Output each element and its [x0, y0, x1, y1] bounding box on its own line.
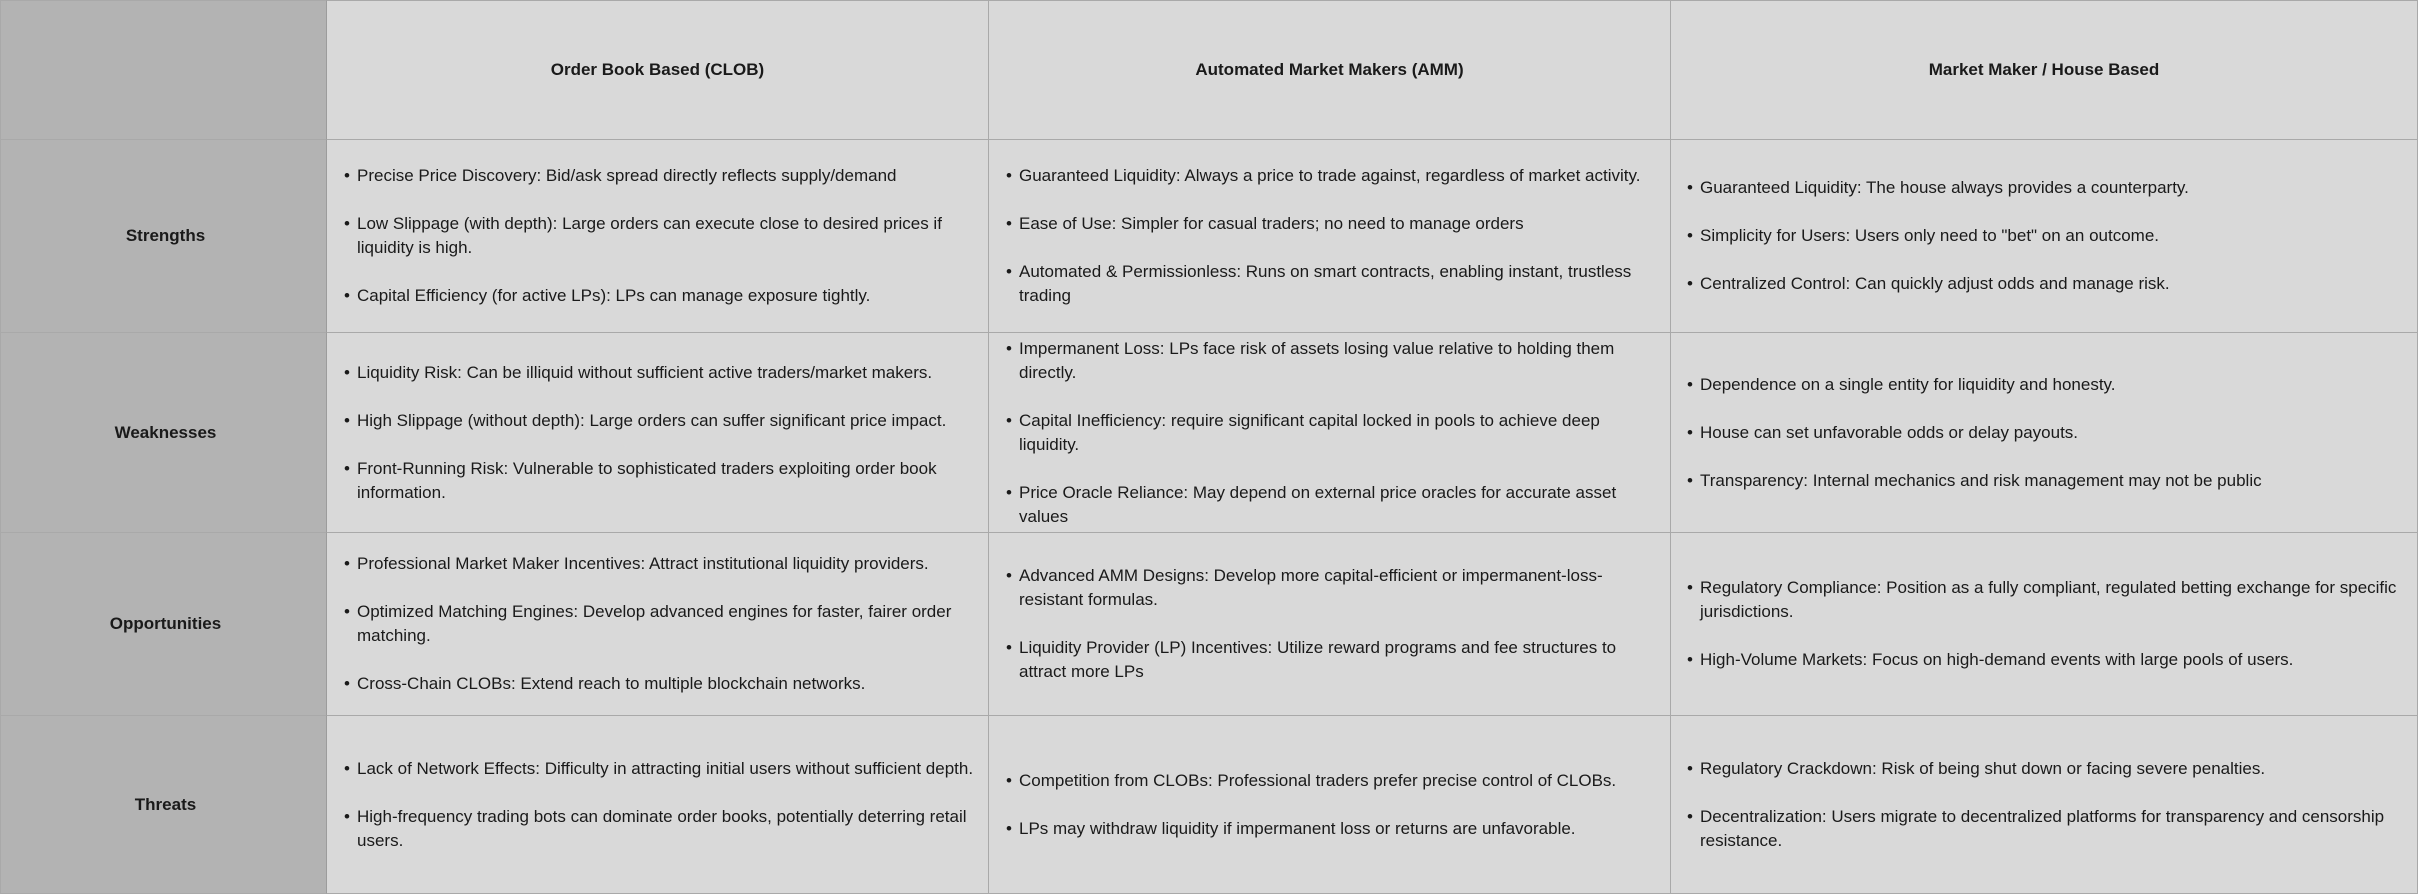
threats-market-maker-cell [1671, 716, 2418, 894]
opportunities-market-maker-cell [1671, 533, 2418, 716]
weaknesses-market-maker-cell [1671, 333, 2418, 533]
list-item: • Front-Running Risk: Vulnerable to sophisticated traders exploiting order book information. [346, 457, 982, 505]
row-header-label: Opportunities [109, 614, 222, 633]
bullet-list [346, 164, 982, 308]
list-item: • Cross-Chain CLOBs: Extend reach to multiple blockchain networks. [346, 672, 982, 696]
list-item: • Low Slippage (with depth): Large orders can execute close to desired prices if liquidity is high. [346, 212, 982, 260]
column-header-market-maker [1671, 0, 2418, 140]
list-item: • Automated & Permissionless: Runs on smart contracts, enabling instant, trustless trading [1008, 260, 1664, 308]
bullet-list [1008, 164, 1664, 308]
list-item: • Transparency: Internal mechanics and risk management may not be public [1689, 469, 2411, 493]
strengths-market-maker-cell [1671, 140, 2418, 333]
row-header-opportunities [0, 533, 327, 716]
list-item: • Impermanent Loss: LPs face risk of assets losing value relative to holding them directly. [1008, 337, 1664, 385]
bullet-list [346, 361, 982, 505]
list-item: • Precise Price Discovery: Bid/ask spread directly reflects supply/demand [346, 164, 982, 188]
opportunities-clob-cell [327, 533, 989, 716]
list-item: • Liquidity Provider (LP) Incentives: Utilize reward programs and fee structures to attract more LPs [1008, 636, 1664, 684]
column-header-label: Automated Market Makers (AMM) [1195, 60, 1464, 79]
list-item: • Simplicity for Users: Users only need to "bet" on an outcome. [1689, 224, 2411, 248]
row-header-strengths [0, 140, 327, 333]
strengths-clob-cell [327, 140, 989, 333]
row-header-label: Weaknesses [114, 422, 217, 442]
list-item: • Lack of Network Effects: Difficulty in attracting initial users without sufficient depth. [346, 757, 982, 781]
column-header-amm [989, 0, 1671, 140]
list-item: • Optimized Matching Engines: Develop advanced engines for faster, fairer order matching. [346, 600, 982, 648]
threats-amm-cell [989, 716, 1671, 894]
list-item: • Dependence on a single entity for liquidity and honesty. [1689, 373, 2411, 397]
list-item: • Decentralization: Users migrate to decentralized platforms for transparency and censorship resistance. [1689, 805, 2411, 853]
strengths-amm-cell [989, 140, 1671, 333]
opportunities-amm-cell [989, 533, 1671, 716]
bullet-list [1008, 337, 1664, 529]
list-item: • Centralized Control: Can quickly adjust odds and manage risk. [1689, 272, 2411, 296]
column-header-label: Order Book Based (CLOB) [550, 60, 765, 79]
list-item: • LPs may withdraw liquidity if impermanent loss or returns are unfavorable. [1008, 817, 1664, 841]
list-item: • Regulatory Compliance: Position as a fully compliant, regulated betting exchange for specific jurisdictions. [1689, 576, 2411, 624]
bullet-list [346, 757, 982, 853]
row-header-label: Strengths [125, 226, 206, 245]
bullet-list [346, 552, 982, 696]
list-item: • House can set unfavorable odds or delay payouts. [1689, 421, 2411, 445]
list-item: • Liquidity Risk: Can be illiquid without sufficient active traders/market makers. [346, 361, 982, 385]
list-item: • Guaranteed Liquidity: The house always provides a counterparty. [1689, 176, 2411, 200]
list-item: • Competition from CLOBs: Professional traders prefer precise control of CLOBs. [1008, 769, 1664, 793]
weaknesses-amm-cell [989, 333, 1671, 533]
threats-clob-cell [327, 716, 989, 894]
list-item: • Guaranteed Liquidity: Always a price to trade against, regardless of market activity. [1008, 164, 1664, 188]
bullet-list [1689, 576, 2411, 672]
bullet-list [1689, 757, 2411, 853]
row-header-label: Threats [134, 794, 197, 814]
bullet-list [1689, 373, 2411, 493]
bullet-list [1008, 769, 1664, 841]
list-item: • High Slippage (without depth): Large orders can suffer significant price impact. [346, 409, 982, 433]
column-header-clob [327, 0, 989, 140]
bullet-list [1008, 564, 1664, 684]
list-item: • Price Oracle Reliance: May depend on external price oracles for accurate asset values [1008, 481, 1664, 529]
bullet-list [1689, 176, 2411, 296]
list-item: • Regulatory Crackdown: Risk of being shut down or facing severe penalties. [1689, 757, 2411, 781]
list-item: • High-Volume Markets: Focus on high-demand events with large pools of users. [1689, 648, 2411, 672]
list-item: • Ease of Use: Simpler for casual traders; no need to manage orders [1008, 212, 1664, 236]
list-item: • Professional Market Maker Incentives: Attract institutional liquidity providers. [346, 552, 982, 576]
list-item: • Capital Inefficiency: require significant capital locked in pools to achieve deep liquidity. [1008, 409, 1664, 457]
weaknesses-clob-cell [327, 333, 989, 533]
row-header-threats [0, 716, 327, 894]
list-item: • High-frequency trading bots can dominate order books, potentially deterring retail users. [346, 805, 982, 853]
list-item: • Capital Efficiency (for active LPs): LPs can manage exposure tightly. [346, 284, 982, 308]
column-header-label: Market Maker / House Based [1928, 60, 2160, 79]
list-item: • Advanced AMM Designs: Develop more capital-efficient or impermanent-loss-resistant formulas. [1008, 564, 1664, 612]
corner-cell [0, 0, 327, 140]
row-header-weaknesses [0, 333, 327, 533]
